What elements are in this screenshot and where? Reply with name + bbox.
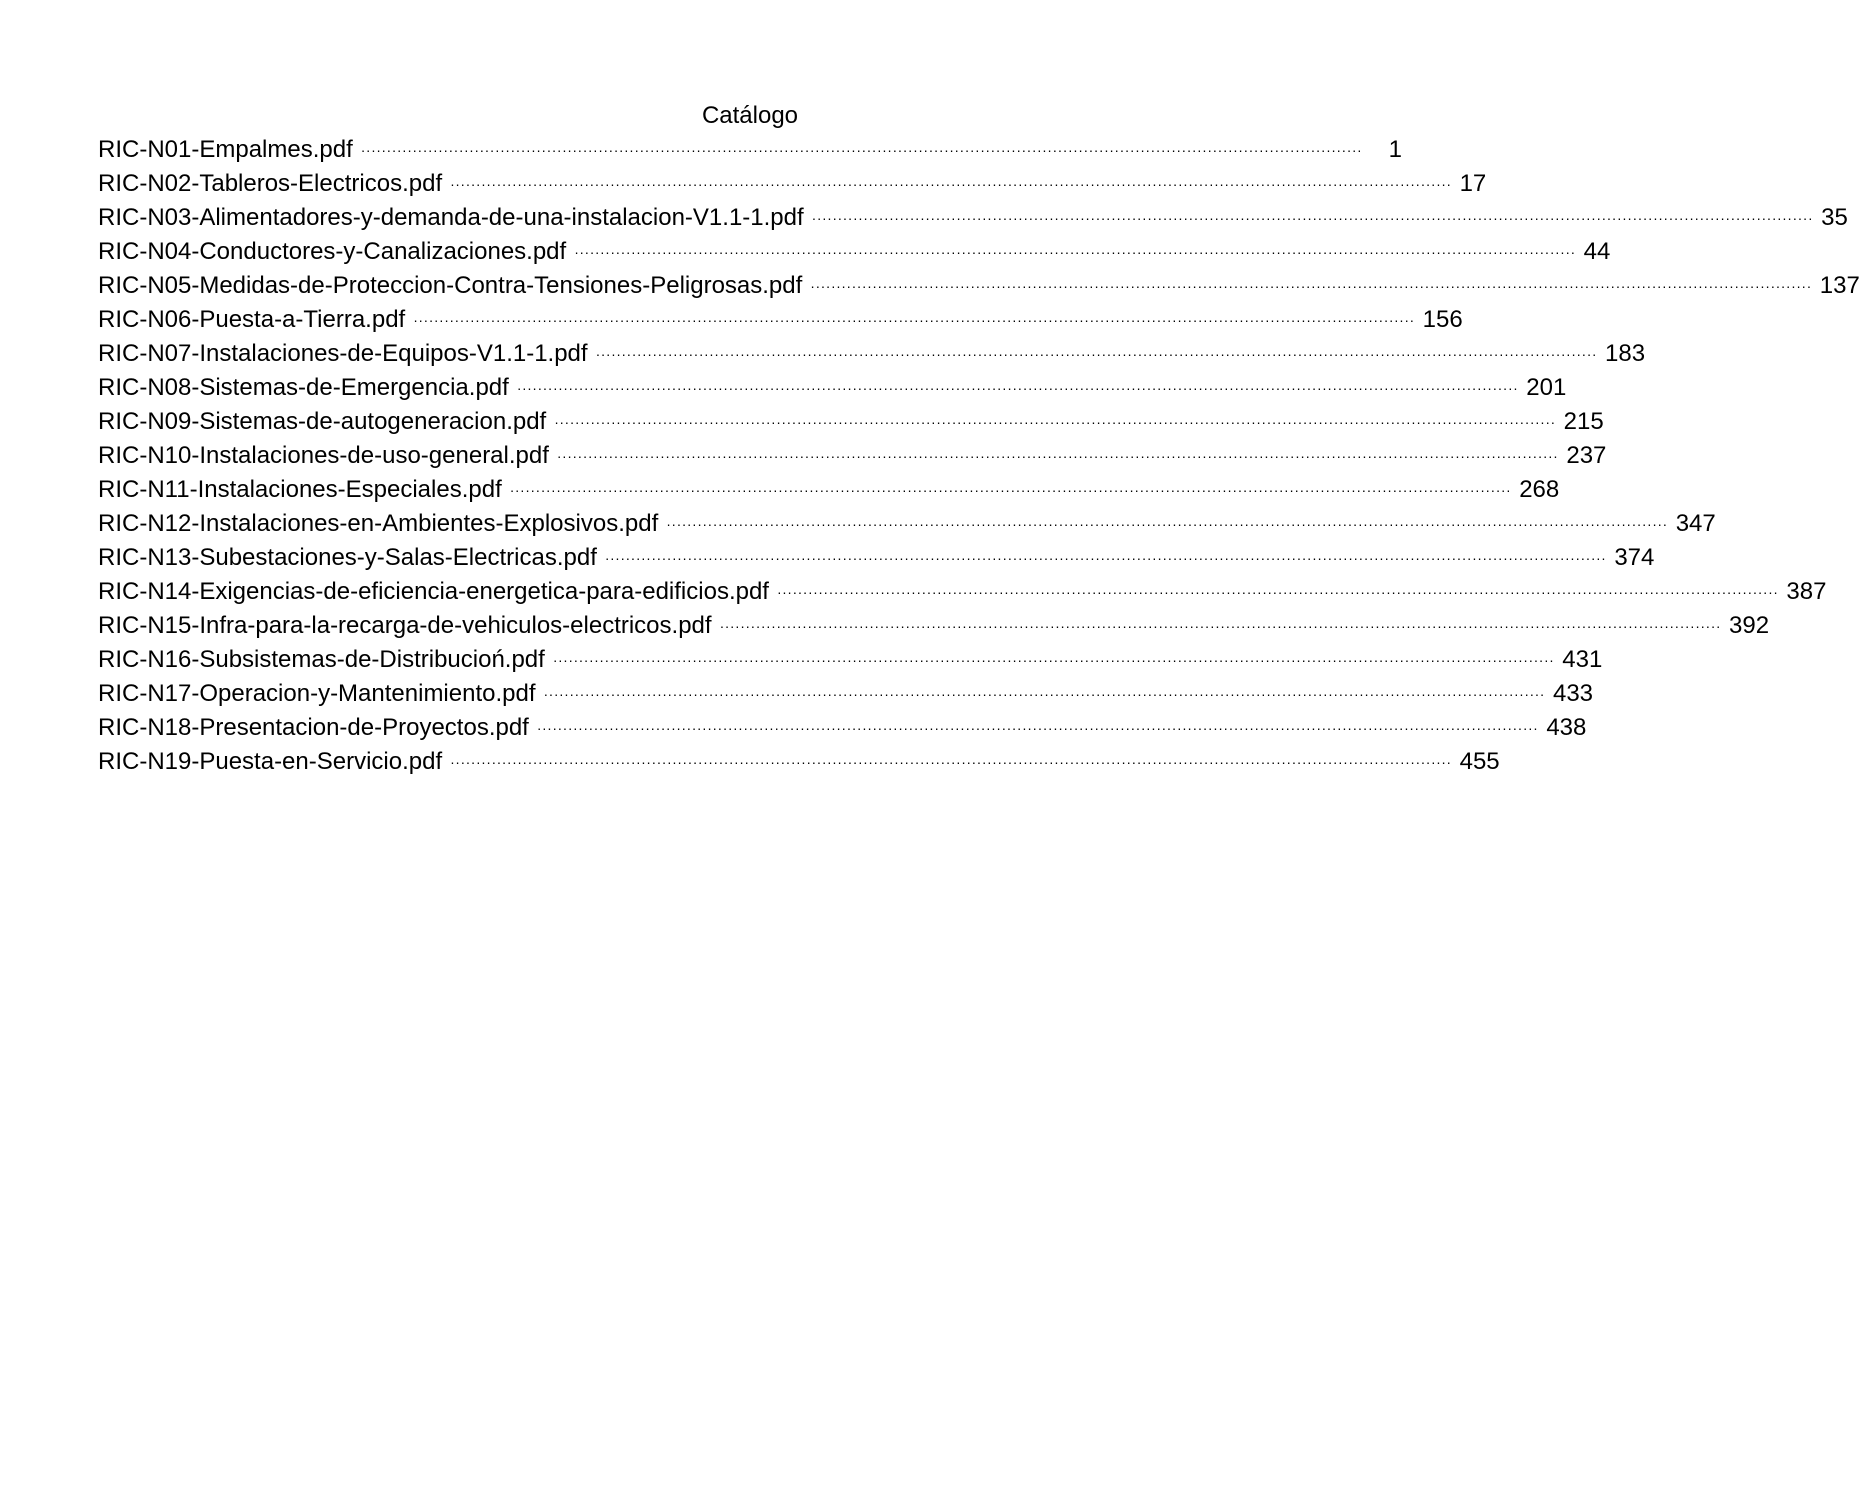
toc-entry[interactable] [98,473,1560,507]
toc-entry-name: RIC-N11-Instalaciones-Especiales.pdf [98,476,502,503]
toc-entry-name: RIC-N18-Presentacion-de-Proyectos.pdf [98,714,529,741]
toc-entry-name: RIC-N10-Instalaciones-de-uso-general.pdf [98,442,549,469]
toc-entry-page: 44 [1583,238,1611,265]
table-of-contents [98,133,1860,779]
toc-entry-page: 215 [1563,408,1604,435]
toc-entry-name: RIC-N06-Puesta-a-Tierra.pdf [98,306,406,333]
toc-entry-name: RIC-N04-Conductores-y-Canalizaciones.pdf [98,238,567,265]
dot-leader: ·································································································································································································· [666,516,1668,532]
toc-entry[interactable] [98,609,1770,643]
toc-entry-page: 455 [1459,748,1500,775]
toc-entry[interactable] [98,133,1402,167]
toc-entry[interactable] [98,575,1827,609]
dot-leader: ·································································································································································································· [450,176,1452,192]
toc-entry-name: RIC-N07-Instalaciones-de-Equipos-V1.1-1.pdf [98,340,588,367]
toc-entry-page: 431 [1562,646,1603,673]
toc-entry-page: 433 [1552,680,1594,707]
toc-entry[interactable] [98,541,1655,575]
toc-entry[interactable] [98,677,1594,711]
toc-entry-page: 387 [1786,578,1827,605]
toc-entry[interactable] [98,371,1567,405]
toc-entry[interactable] [98,235,1611,269]
dot-leader: ·································································································································································································· [516,380,1519,396]
dot-leader: ·································································································································································································· [413,312,1415,328]
toc-entry-name: RIC-N02-Tableros-Electricos.pdf [98,170,443,197]
dot-leader: ·································································································································································································· [554,414,1556,430]
toc-entry-page: 17 [1459,170,1487,197]
toc-entry-name: RIC-N16-Subsistemas-de-Distribucioń.pdf [98,646,545,673]
toc-entry-page: 392 [1729,612,1770,639]
toc-entry-page: 201 [1526,374,1567,401]
toc-entry-page: 35 [1821,204,1848,231]
toc-entry-page: 438 [1546,714,1587,741]
toc-entry[interactable] [98,745,1500,779]
toc-entry-page: 183 [1605,340,1646,367]
toc-entry[interactable] [98,269,1860,303]
toc-entry-name: RIC-N13-Subestaciones-y-Salas-Electricas.pdf [98,544,597,571]
toc-entry-page: 374 [1614,544,1655,571]
dot-leader: ·································································································································································································· [450,754,1452,770]
dot-leader: ·································································································································································································· [719,618,1722,634]
dot-leader: ·································································································································································································· [574,244,1576,260]
toc-entry-page: 1 [1388,136,1402,163]
page-title: Catálogo [701,102,799,129]
toc-entry-page: 137 [1819,272,1860,299]
toc-entry[interactable] [98,643,1603,677]
toc-entry-name: RIC-N15-Infra-para-la-recarga-de-vehiculos-electricos.pdf [98,612,712,639]
toc-entry-name: RIC-N12-Instalaciones-en-Ambientes-Explosivos.pdf [98,510,659,537]
toc-entry[interactable] [98,167,1487,201]
toc-entry-name: RIC-N09-Sistemas-de-autogeneracion.pdf [98,408,547,435]
toc-entry-name: RIC-N19-Puesta-en-Servicio.pdf [98,748,443,775]
toc-entry-name: RIC-N17-Operacion-y-Mantenimiento.pdf [98,680,536,707]
dot-leader: ·································································································································································································· [536,720,1539,736]
dot-leader: ·································································································································································································· [595,346,1598,362]
toc-entry-name: RIC-N14-Exigencias-de-eficiencia-energetica-para-edificios.pdf [98,578,769,605]
dot-leader: ·································································································································································································· [556,448,1559,464]
toc-entry-page: 237 [1566,442,1607,469]
toc-entry-page: 156 [1422,306,1463,333]
dot-leader: ·································································································································································································· [509,482,1512,498]
toc-entry[interactable] [98,405,1604,439]
dot-leader: ·································································································································································································· [604,550,1607,566]
toc-entry[interactable] [98,711,1587,745]
dot-leader: ·································································································································································································· [811,210,1814,226]
toc-entry[interactable] [98,303,1463,337]
dot-leader: ·································································································································································································· [810,278,1812,294]
dot-leader: ·································································································································································································· [552,652,1555,668]
toc-entry-name: RIC-N03-Alimentadores-y-demanda-de-una-instalacion-V1.1-1.pdf [98,204,804,231]
toc-entry[interactable] [98,337,1646,371]
toc-entry-page: 268 [1519,476,1560,503]
dot-leader: ·································································································································································································· [543,686,1545,702]
toc-entry[interactable] [98,201,1848,235]
toc-entry-name: RIC-N08-Sistemas-de-Emergencia.pdf [98,374,509,401]
dot-leader: ·································································································································································································· [360,142,1363,158]
toc-entry-page: 347 [1675,510,1716,537]
toc-entry-name: RIC-N05-Medidas-de-Proteccion-Contra-Tensiones-Peligrosas.pdf [98,272,803,299]
toc-entry-name: RIC-N01-Empalmes.pdf [98,136,353,163]
toc-entry[interactable] [98,507,1716,541]
toc-entry[interactable] [98,439,1607,473]
dot-leader: ·································································································································································································· [776,584,1779,600]
